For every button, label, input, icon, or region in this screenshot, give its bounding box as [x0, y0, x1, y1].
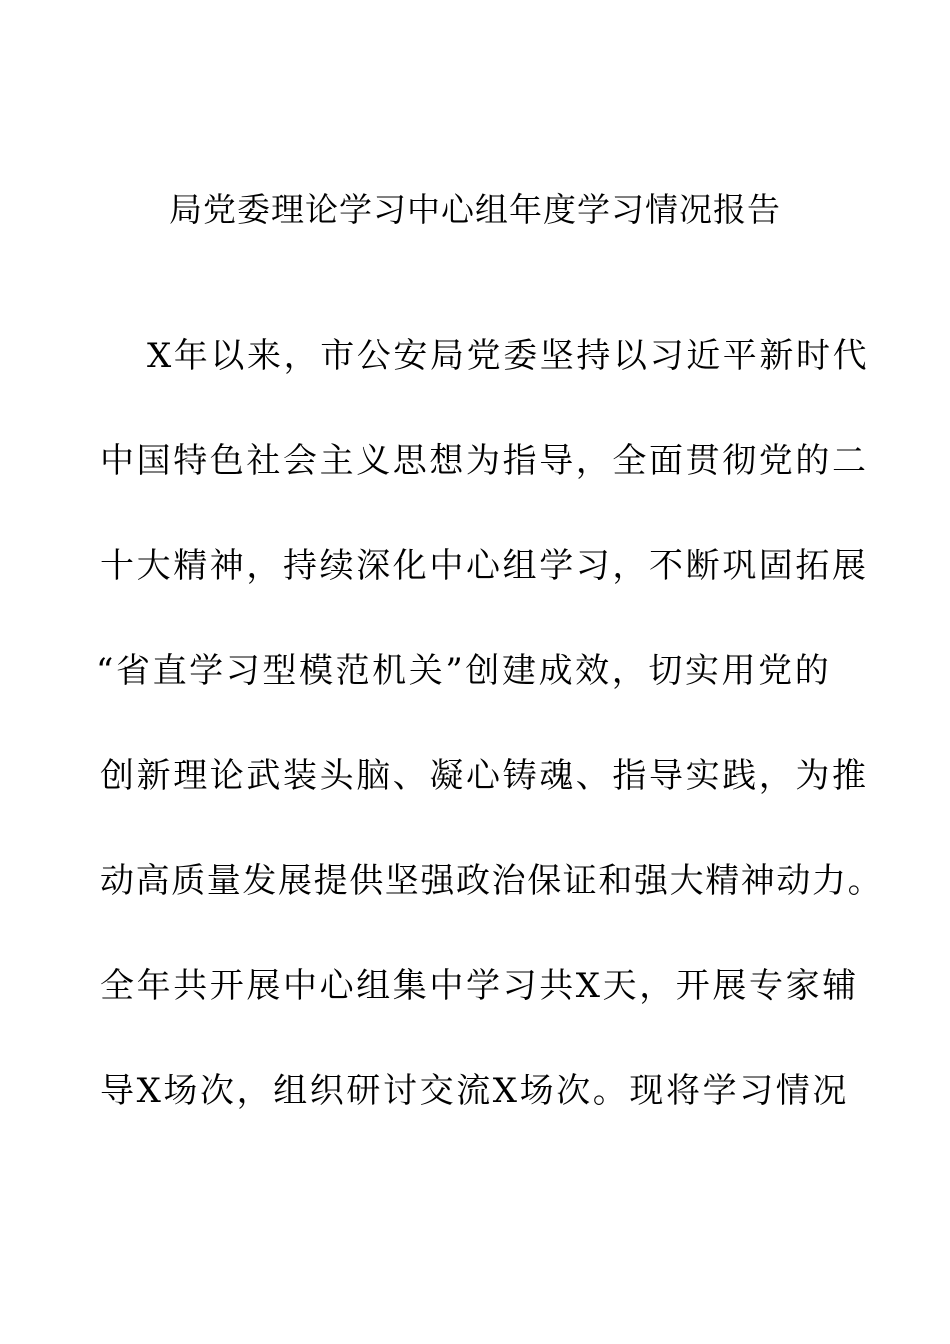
- paragraph-line-7: 全年共开展中心组集中学习共X天，开展专家辅: [100, 966, 859, 1006]
- document-title: 局党委理论学习中心组年度学习情况报告: [169, 190, 781, 229]
- paragraph-line-8: 导X场次，组织研讨交流X场次。现将学习情况: [100, 1071, 850, 1111]
- paragraph-line-4: “省直学习型模范机关”创建成效，切实用党的: [96, 651, 832, 691]
- paragraph-line-3: 十大精神，持续深化中心组学习，不断巩固拓展: [100, 546, 869, 586]
- paragraph-line-1: X年以来，市公安局党委坚持以习近平新时代: [147, 336, 870, 376]
- paragraph-line-2: 中国特色社会主义思想为指导，全面贯彻党的二: [100, 441, 869, 481]
- paragraph-line-5: 创新理论武装头脑、凝心铸魂、指导实践，为推: [100, 756, 869, 796]
- paragraph-line-6: 动高质量发展提供坚强政治保证和强大精神动力。: [100, 861, 884, 901]
